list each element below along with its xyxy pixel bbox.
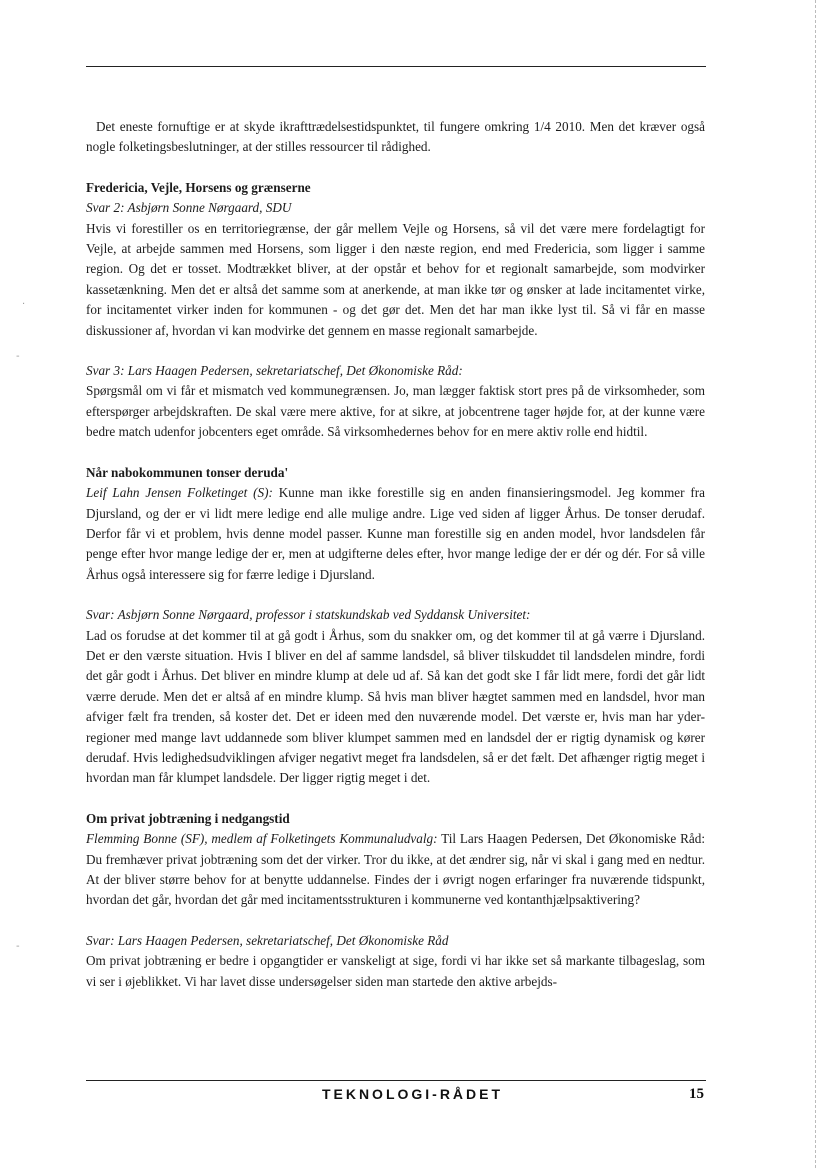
- publisher-brand: TEKNOLOGI-RÅDET: [321, 1086, 504, 1102]
- section-heading: Fredericia, Vejle, Horsens og grænserne: [86, 179, 311, 195]
- speaker-label: Flemming Bonne (SF), medlem af Folketingets Kommunaludvalg:: [86, 831, 438, 847]
- margin-mark: ·: [22, 299, 26, 310]
- footer-rule: [86, 1080, 706, 1081]
- speaker-label: Svar: Lars Haagen Pedersen, sekretariatschef, Det Økonomiske Råd: [86, 932, 449, 948]
- margin-mark: -: [16, 351, 20, 362]
- margin-mark: -: [16, 941, 20, 952]
- section-heading: Om privat jobtræning i nedgangstid: [86, 810, 290, 826]
- question-paragraph: [86, 829, 705, 911]
- speaker-label: Svar 2: Asbjørn Sonne Nørgaard, SDU: [86, 200, 292, 216]
- section-heading: Når nabokommunen tonser deruda': [86, 464, 289, 480]
- answer-paragraph: Spørgsmål om vi får et mismatch ved kommunegrænsen. Jo, man lægger faktisk stort pres på de virksomheder, som efterspørger arbejdskraften. De skal være mere aktive, for at sikre, at jobcentrene tager højde for, at der kunne være bedre match udenfor jobcenters eget område. Så virksomhedernes behov for en mere aktiv rolle end hidtil.: [86, 383, 705, 440]
- question-text: Kunne man ikke forestille sig en anden finansieringsmodel. Jeg kommer fra Djursland, og der er vi lidt mere ledige end alle mulige andre. Lige ved siden af ligger Århus. De tonser derudaf. Derfor får vi et problem, hvis denne model passer. Kunne man forestille sig en anden model, hvor landsdelen får penge efter hvor mange ledige der er, men at udgifterne deles efter, hvor mange ledige der er dér og dér. For så ville Århus også interessere sig for færre ledige i Djursland.: [86, 485, 705, 582]
- speaker-label: Svar: Asbjørn Sonne Nørgaard, professor i statskundskab ved Syddansk Universitet:: [86, 607, 531, 623]
- intro-paragraph: Det eneste fornuftige er at skyde ikrafttrædelsestidspunktet, til fungere omkring 1/4 2010. Men det kræver også nogle folketingsbeslutninger, at der stilles ressourcer til rådighed.: [86, 119, 705, 155]
- answer-paragraph: Lad os forudse at det kommer til at gå godt i Århus, som du snakker om, og det kommer til at gå værre i Djursland. Det er den værste situation. Hvis I bliver en del af samme landsdel, så bliver tilskuddet til landsdelen mindre, fordi det går godt i Århus. Det bliver en mindre klump at dele ud af. Så kan det godt ske I får lidt mere, fordi det går lidt værre derude. Men det er altså af en mindre klump. Så hvis man bliver hægtet sammen med en landsdel, hvor man afviger fælt fra trenden, så koster det. Det er ideen med den nuværende model. Det værste er, hvis man har yder-regioner med mange lavt uddannede som bliver klumpet sammen med en landsdel der er rigtig dynamisk og kører derudaf. Hvis ledighedsudviklingen afviger negativt meget fra landsdelen, så er det fælt. Det afhænger rigtig meget i hvordan man får klumpet landsdele. Der ligger rigtig meget i det.: [86, 627, 705, 786]
- header-rule: [86, 66, 706, 67]
- speaker-label: Svar 3: Lars Haagen Pedersen, sekretariatschef, Det Økonomiske Råd:: [86, 363, 463, 379]
- answer-paragraph: Hvis vi forestiller os en territoriegrænse, der går mellem Vejle og Horsens, så vil det være mere fordelagtigt for Vejle, at arbejde sammen med Horsens, som ligger i den næste region, end med Fredericia, som ligger i samme region. Og det er tosset. Modtrækket bliver, at der opstår et behov for et regionalt samarbejde, som modvirker kassetænkning. Men det er altså det samme som at anerkende, at man ikke tør og ønsker at lade incitamentet virke, for incitamentet virker inden for kommunen - og det gør det. Men det har man ikke lyst til. Så vi får en masse diskussioner af, hvordan vi kan modvirke det gennem en masse regionalt samarbejde.: [86, 220, 705, 338]
- scan-edge-line: [815, 0, 816, 1168]
- page-number: 15: [689, 1086, 704, 1102]
- document-body: [86, 117, 705, 992]
- question-paragraph: [86, 483, 705, 585]
- question-text: Til Lars Haagen Pedersen, Det Økonomiske Råd: Du fremhæver privat jobtræning som det der virker. Tror du ikke, at det ændrer sig, når vi skal i gang med en nedtur. At der bliver større behov for at benytte uddannelse. Findes der i øvrigt nogen erfaringer fra nuværende tidspunkt, hvordan det går, hvordan det går med incitamentsstrukturen i kommunerne ved kontanthjælpsaktivering?: [86, 831, 705, 908]
- speaker-label: Leif Lahn Jensen Folketinget (S):: [86, 485, 273, 501]
- answer-paragraph: Om privat jobtræning er bedre i opgangtider er vanskeligt at sige, fordi vi har ikke set så markante tilbageslag, som vi ser i øjeblikket. Vi har lavet disse undersøgelser siden man startede den aktive arbejds-: [86, 953, 705, 989]
